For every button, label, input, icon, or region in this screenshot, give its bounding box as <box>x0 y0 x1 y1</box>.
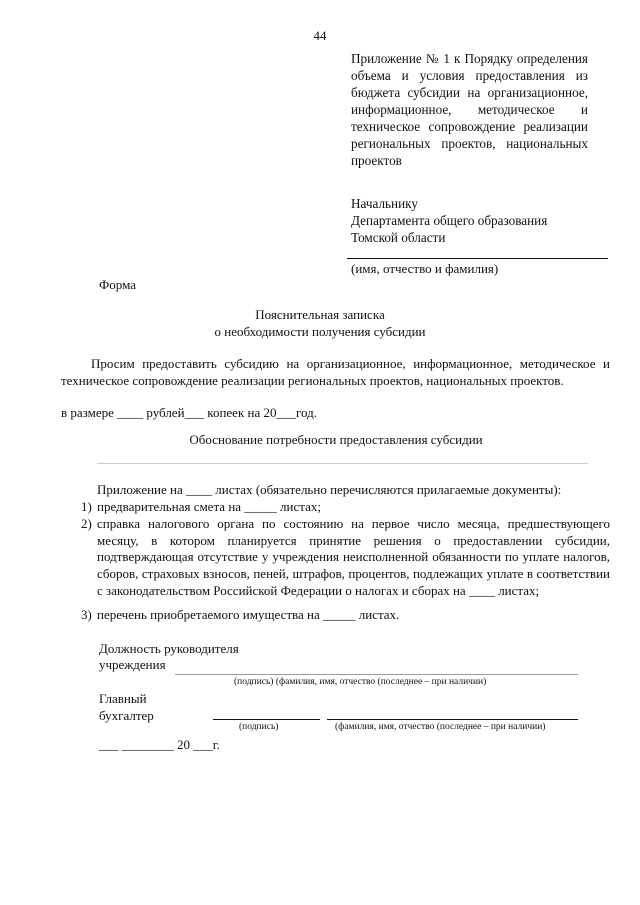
accountant-signature-caption: (подпись) <box>239 722 279 732</box>
appendix-header: Приложение № 1 к Порядку определения объема и условия предоставления из бюджета субсидии на организационное, информационное, методическое и техническое сопровождение реализации региональных проектов, национальных проектов <box>351 51 588 168</box>
annex-intro: Приложение на ____ листах (обязательно перечисляются прилагаемые документы): <box>97 482 562 497</box>
accountant-signature-line <box>213 719 320 720</box>
accountant-label-line: Главный <box>99 691 147 706</box>
list-item-number: 3) <box>81 606 92 622</box>
list-item-number: 2) <box>81 515 92 531</box>
justification-fill-line <box>97 463 588 464</box>
addressee-line: Департамента общего образования <box>351 213 548 228</box>
list-item <box>61 499 610 516</box>
head-signature-line <box>175 674 578 675</box>
accountant-name-line <box>327 719 578 720</box>
addressee-line: Начальнику <box>351 196 418 211</box>
head-position-label: Должность руководителя <box>99 641 239 656</box>
request-paragraph <box>61 355 610 389</box>
addressee-line: Томской области <box>351 230 446 245</box>
name-caption: (имя, отчество и фамилия) <box>351 261 499 276</box>
list-item-number: 1) <box>81 499 92 514</box>
accountant-label-line: бухгалтер <box>99 708 154 723</box>
addressee-block <box>351 195 547 246</box>
amount-line: в размере ____ рублей___ копеек на 20___год. <box>61 405 317 420</box>
accountant-label <box>99 690 154 724</box>
accountant-name-caption: (фамилия, имя, отчество (последнее – при наличии) <box>335 722 546 732</box>
title-line: о необходимости получения субсидии <box>214 324 426 339</box>
list-item-text: перечень приобретаемого имущества на _____ листах. <box>97 606 400 622</box>
document-title <box>0 306 640 340</box>
date-line: ___ ________ 20 ___г. <box>99 737 220 752</box>
annex-list <box>61 499 610 624</box>
head-signature-caption: (подпись) (фамилия, имя, отчество (последнее – при наличии) <box>234 677 487 687</box>
title-line: Пояснительная записка <box>255 307 385 322</box>
head-signature-label <box>99 641 239 673</box>
request-text: Просим предоставить субсидию на организационное, информационное, методическое и техническое сопровождение реализации региональных проектов, национальных проектов. <box>61 356 610 388</box>
list-item <box>61 607 610 624</box>
name-fill-line <box>347 258 608 259</box>
form-label: Форма <box>99 277 136 292</box>
list-item-text: справка налогового органа по состоянию на первое число месяца, предшествующего месяцу, в котором планируется принятие решения о предоставлении субсидии, подтверждающая отсутствие у учреждения неисполненной обязанности по уплате налогов, сборов, страховых взносов, пеней, штрафов, процентов, подлежащих уплате в соответствии с законодательством Российской Федерации о налогах и сборах на ____ листах; <box>97 515 610 598</box>
head-institution-label: учреждения <box>99 657 166 672</box>
justification-title: Обоснование потребности предоставления субсидии <box>189 432 483 447</box>
list-item <box>61 516 610 600</box>
page-number: 44 <box>313 28 327 43</box>
list-item-text: предварительная смета на _____ листах; <box>97 499 321 514</box>
